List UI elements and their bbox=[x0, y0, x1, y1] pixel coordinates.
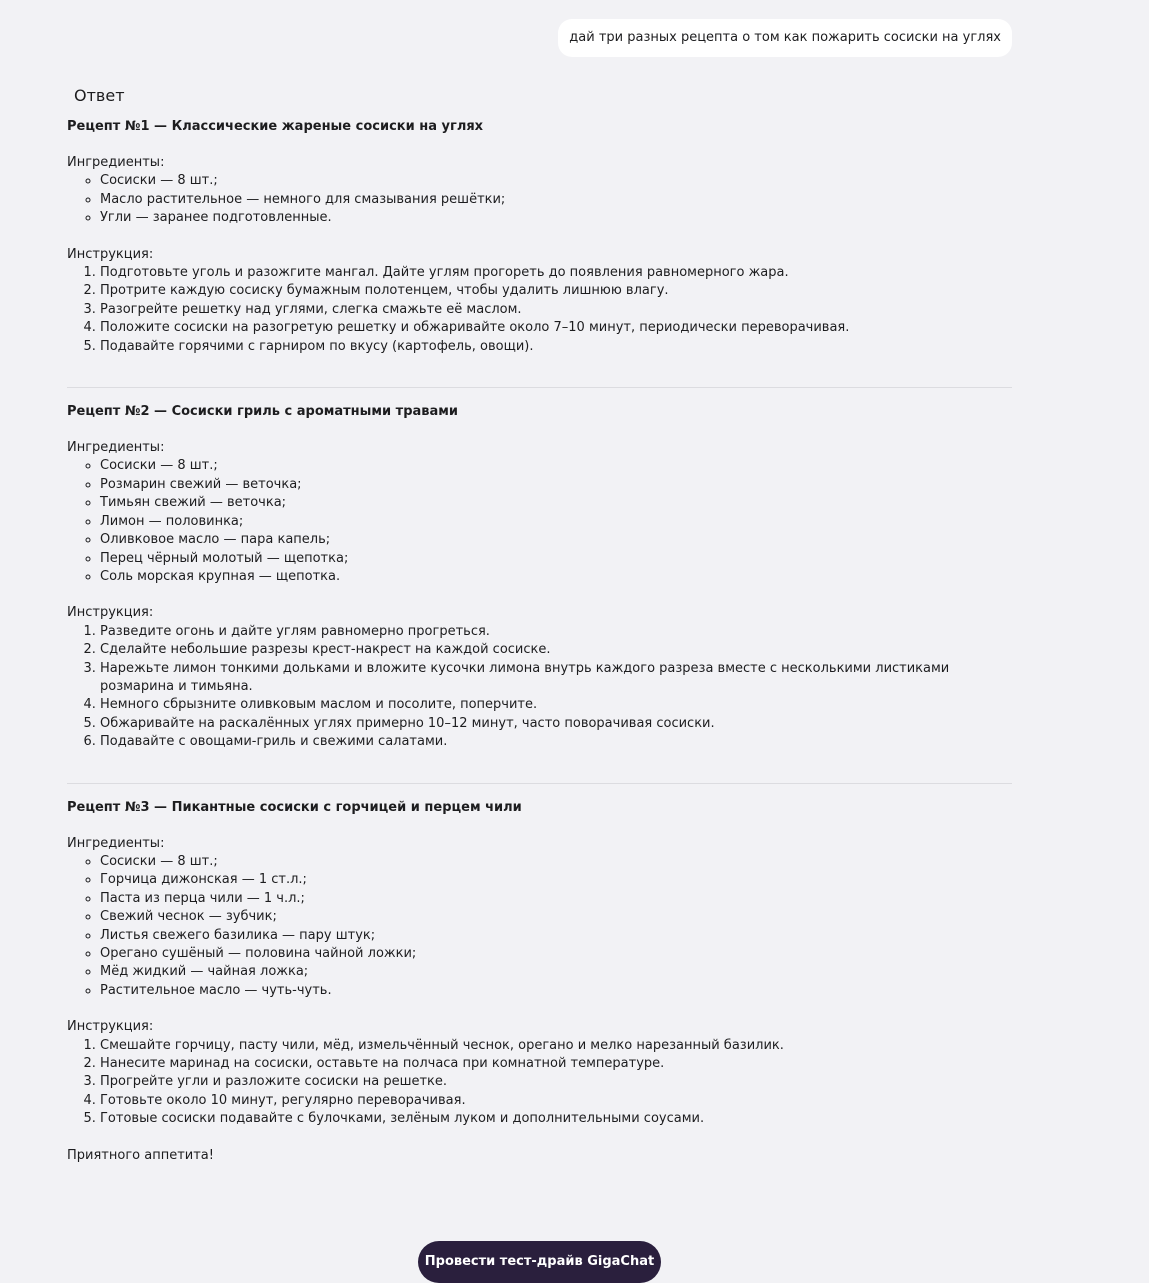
step-item: 4. Готовьте около 10 минут, регулярно переворачивая. bbox=[100, 1092, 1012, 1110]
step-item: 5. Подавайте горячими с гарниром по вкусу (картофель, овощи). bbox=[100, 338, 1012, 356]
user-message-text: дай три разных рецепта о том как пожарить сосиски на углях bbox=[569, 30, 1001, 45]
step-item: 3. Нарежьте лимон тонкими дольками и вложите кусочки лимона внутрь каждого разреза вместе с несколькими листиками розмарина и тимьяна. bbox=[100, 660, 1012, 697]
step-item: 6. Подавайте с овощами-гриль и свежими салатами. bbox=[100, 733, 1012, 751]
ingredient-item: ◦ Лимон — половинка; bbox=[100, 513, 1012, 531]
ingredients-list bbox=[67, 457, 1012, 586]
step-item: 5. Обжаривайте на раскалённых углях примерно 10–12 минут, часто поворачивая сосиски. bbox=[100, 715, 1012, 733]
ingredient-item: ◦ Мёд жидкий — чайная ложка; bbox=[100, 963, 1012, 981]
ingredient-item: ◦ Тимьян свежий — веточка; bbox=[100, 494, 1012, 512]
answer-label: Ответ bbox=[74, 86, 125, 105]
recipe-3 bbox=[67, 798, 1012, 1166]
ingredient-item: ◦ Паста из перца чили — 1 ч.л.; bbox=[100, 890, 1012, 908]
section-divider bbox=[67, 783, 1012, 784]
closing-text: Приятного аппетита! bbox=[67, 1147, 214, 1163]
ingredient-item: ◦ Розмарин свежий — веточка; bbox=[100, 476, 1012, 494]
ingredient-item: ◦ Орегано сушёный — половина чайной ложки; bbox=[100, 945, 1012, 963]
step-item: 3. Прогрейте угли и разложите сосиски на решетке. bbox=[100, 1073, 1012, 1091]
step-item: 1. Разведите огонь и дайте углям равномерно прогреться. bbox=[100, 623, 1012, 641]
step-item: 2. Нанесите маринад на сосиски, оставьте на полчаса при комнатной температуре. bbox=[100, 1055, 1012, 1073]
step-item: 2. Сделайте небольшие разрезы крест-накрест на каждой сосиске. bbox=[100, 641, 1012, 659]
step-item: 1. Смешайте горчицу, пасту чили, мёд, измельчённый чеснок, орегано и мелко нарезанный базилик. bbox=[100, 1037, 1012, 1055]
ingredient-item: ◦ Растительное масло — чуть-чуть. bbox=[100, 982, 1012, 1000]
ingredient-item: ◦ Масло растительное — немного для смазывания решётки; bbox=[100, 191, 1012, 209]
recipe-2 bbox=[67, 402, 1012, 752]
ingredient-item: ◦ Перец чёрный молотый — щепотка; bbox=[100, 550, 1012, 568]
test-drive-button[interactable]: Провести тест-драйв GigaChat bbox=[418, 1241, 661, 1283]
recipe-1 bbox=[67, 117, 1012, 356]
ingredient-item: ◦ Угли — заранее подготовленные. bbox=[100, 209, 1012, 227]
section-divider bbox=[67, 387, 1012, 388]
step-item: 5. Готовые сосиски подавайте с булочками, зелёным луком и дополнительными соусами. bbox=[100, 1110, 1012, 1128]
ingredients-label: Ингредиенты: bbox=[67, 440, 165, 456]
step-item: 3. Разогрейте решетку над углями, слегка смажьте её маслом. bbox=[100, 301, 1012, 319]
instructions-label: Инструкция: bbox=[67, 246, 154, 262]
steps-list bbox=[67, 623, 1012, 752]
step-item: 4. Немного сбрызните оливковым маслом и посолите, поперчите. bbox=[100, 696, 1012, 714]
steps-list bbox=[67, 264, 1012, 356]
step-item: 1. Подготовьте уголь и разожгите мангал. Дайте углям прогореть до появления равномерного жара. bbox=[100, 264, 1012, 282]
answer-body bbox=[67, 117, 1012, 1165]
recipe-title: Рецепт №3 — Пикантные сосиски с горчицей и перцем чили bbox=[67, 799, 522, 815]
ingredient-item: ◦ Горчица дижонская — 1 ст.л.; bbox=[100, 871, 1012, 889]
user-message-bubble bbox=[558, 19, 1012, 57]
ingredient-item: ◦ Свежий чеснок — зубчик; bbox=[100, 908, 1012, 926]
instructions-label: Инструкция: bbox=[67, 1019, 154, 1035]
ingredients-list bbox=[67, 853, 1012, 1000]
recipe-title: Рецепт №2 — Сосиски гриль с ароматными травами bbox=[67, 404, 459, 420]
ingredient-item: ◦ Сосиски — 8 шт.; bbox=[100, 172, 1012, 190]
steps-list bbox=[67, 1037, 1012, 1129]
ingredients-list bbox=[67, 172, 1012, 227]
ingredients-label: Ингредиенты: bbox=[67, 155, 165, 170]
recipe-title: Рецепт №1 — Классические жареные сосиски на углях bbox=[67, 119, 484, 134]
instructions-label: Инструкция: bbox=[67, 605, 154, 621]
step-item: 2. Протрите каждую сосиску бумажным полотенцем, чтобы удалить лишнюю влагу. bbox=[100, 282, 1012, 300]
ingredient-item: ◦ Сосиски — 8 шт.; bbox=[100, 457, 1012, 475]
ingredients-label: Ингредиенты: bbox=[67, 835, 165, 851]
ingredient-item: ◦ Сосиски — 8 шт.; bbox=[100, 853, 1012, 871]
ingredient-item: ◦ Листья свежего базилика — пару штук; bbox=[100, 927, 1012, 945]
ingredient-item: ◦ Соль морская крупная — щепотка. bbox=[100, 568, 1012, 586]
step-item: 4. Положите сосиски на разогретую решетку и обжаривайте около 7–10 минут, периодически переворачивая. bbox=[100, 319, 1012, 337]
ingredient-item: ◦ Оливковое масло — пара капель; bbox=[100, 531, 1012, 549]
